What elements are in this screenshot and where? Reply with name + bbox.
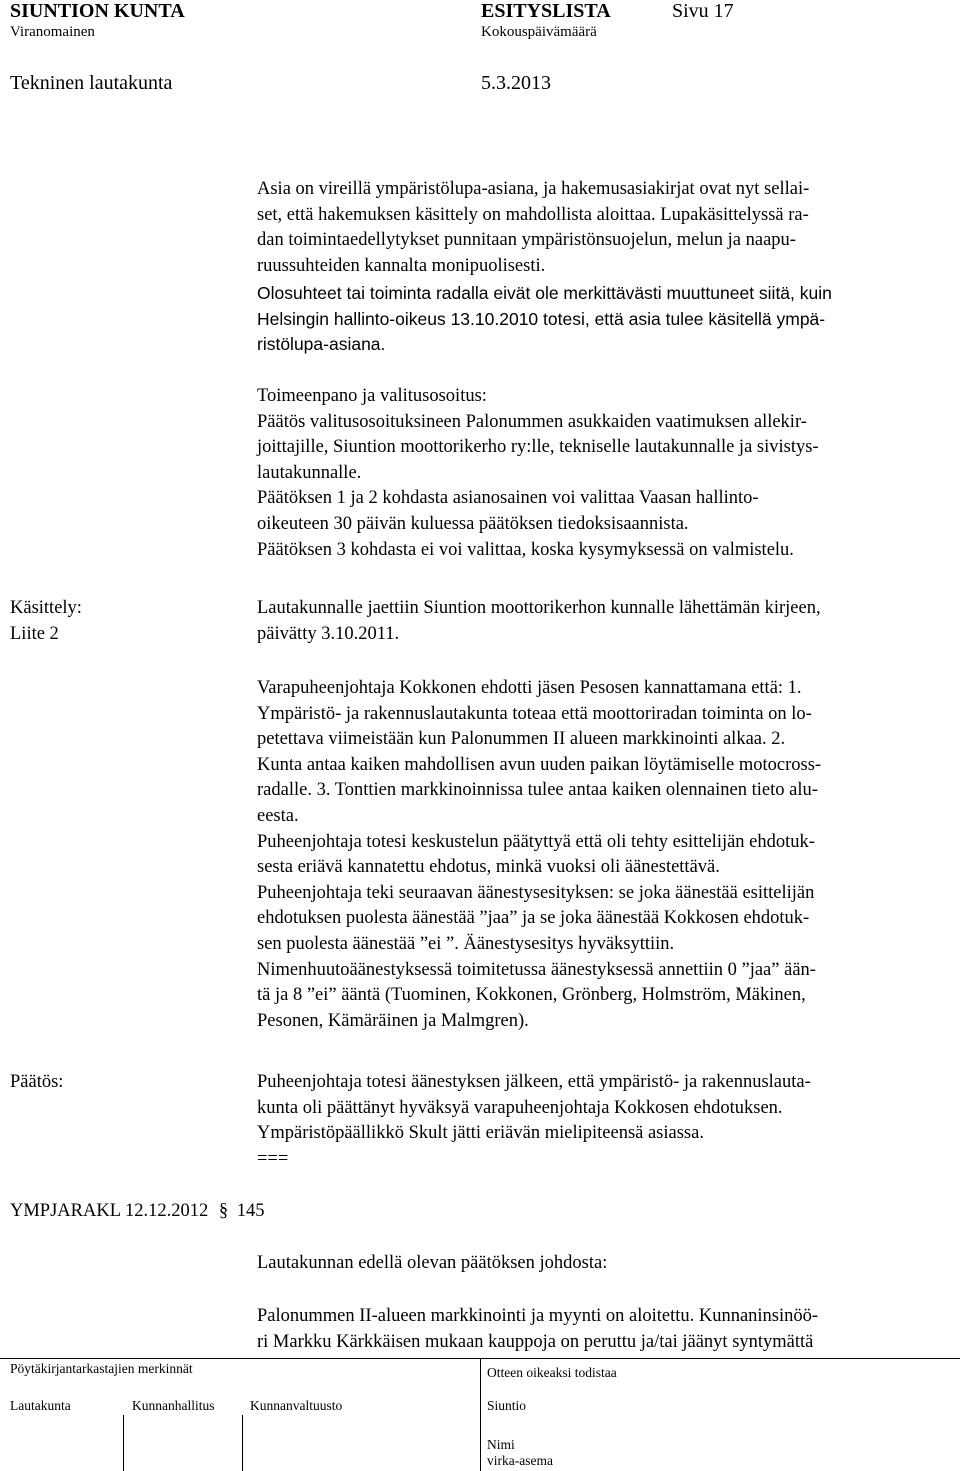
paatos-paragraph — [257, 1070, 947, 1172]
name-label: Nimi — [487, 1437, 515, 1452]
authority: Tekninen lautakunta — [10, 72, 173, 94]
proposal-paragraph — [257, 676, 947, 1034]
reviewers-label: Pöytäkirjantarkastajien merkinnät — [10, 1361, 193, 1376]
text-line: Puheenjohtaja teki seuraavan äänestysesityksen: se joka äänestää esittelijän — [257, 882, 815, 903]
text-line: Varapuheenjohtaja Kokkonen ehdotti jäsen Pesosen kannattamana että: 1. — [257, 678, 802, 698]
text-line: Päätöksen 1 ja 2 kohdasta asianosainen voi valittaa Vaasan hallinto- — [257, 488, 759, 509]
text-line: eesta. — [257, 805, 299, 826]
meeting-date-label: Kokouspäivämäärä — [481, 24, 597, 40]
enforcement-paragraph — [257, 384, 947, 563]
text-line: Pesonen, Kämäräinen ja Malmgren). — [257, 1010, 529, 1031]
text-line: Palonummen II-alueen markkinointi ja myynti on aloitettu. Kunnaninsinöö- — [257, 1306, 819, 1326]
footer-col-divider — [123, 1415, 124, 1471]
following-heading — [257, 1251, 947, 1277]
text-line: Lautakunnan edellä olevan päätöksen johdosta: — [257, 1253, 608, 1273]
text-line: Helsingin hallinto-oikeus 13.10.2010 totesi, että asia tulee käsitellä ympä- — [257, 308, 826, 329]
section-sign-icon: § — [218, 1201, 229, 1221]
text-line: Ympäristö- ja rakennuslautakunta toteaa että moottoriradan toiminta on lo- — [257, 703, 812, 724]
text-line: Toimeenpano ja valitusosoitus: — [257, 386, 487, 406]
liite-label: Liite 2 — [10, 624, 59, 644]
title-label: virka-asema — [487, 1453, 553, 1468]
kasittely-label: Käsittely: — [10, 598, 82, 618]
kasittely-paragraph — [257, 596, 947, 647]
certified-label: Otteen oikeaksi todistaa — [487, 1365, 617, 1380]
market-paragraph — [257, 1304, 947, 1355]
text-line: Päätöksen 3 kohdasta ei voi valittaa, koska kysymyksessä on valmistelu. — [257, 539, 794, 560]
text-line: Ympäristöpäällikkö Skult jätti eriävän mielipiteensä asiassa. — [257, 1123, 704, 1144]
text-line: Puheenjohtaja totesi keskustelun päätyttyä että oli tehty esittelijän ehdotuk- — [257, 831, 815, 852]
reference-section: 145 — [236, 1201, 265, 1221]
text-line: sen puolesta äänestää ”ei ”. Äänestysesitys hyväksyttiin. — [257, 933, 675, 954]
text-line: ruussuhteiden kannalta monipuolisesti. — [257, 255, 546, 276]
text-line: ehdotuksen puolesta äänestää ”jaa” ja se joka äänestää Kokkosen ehdotuk- — [257, 908, 810, 929]
text-line: Olosuhteet tai toiminta radalla eivät ole merkittävästi muuttuneet siitä, kuin — [257, 283, 832, 303]
text-line: sesta eriävä kannatettu ehdotus, minkä vuoksi oli äänestettävä. — [257, 857, 720, 878]
org-name: SIUNTION KUNTA — [10, 0, 185, 22]
text-line: Puheenjohtaja totesi äänestyksen jälkeen, että ympäristö- ja rakennuslauta- — [257, 1072, 811, 1092]
reference-line — [10, 1199, 264, 1225]
footer-col-kunnanhallitus: Kunnanhallitus — [132, 1398, 215, 1413]
text-line: tä ja 8 ”ei” ääntä (Tuominen, Kokkonen, Grönberg, Holmström, Mäkinen, — [257, 985, 806, 1006]
text-line: lautakunnalle. — [257, 462, 362, 483]
circumstances-paragraph — [257, 281, 947, 358]
text-line: Nimenhuutoäänestyksessä toimitetussa äänestyksessä annettiin 0 ”jaa” ään- — [257, 959, 816, 980]
text-line: petettava viimeistään kun Palonummen II alueen markkinointi alkaa. 2. — [257, 729, 786, 750]
text-line: oikeuteen 30 päivän kuluessa päätöksen tiedoksisaannista. — [257, 513, 689, 534]
text-line: Asia on vireillä ympäristölupa-asiana, ja hakemusasiakirjat ovat nyt sellai- — [257, 179, 810, 199]
text-line: set, että hakemuksen käsittely on mahdollista aloittaa. Lupakäsittelyssä ra- — [257, 204, 809, 225]
reference-label: YMPJARAKL 12.12.2012 — [10, 1201, 209, 1221]
place-label: Siuntio — [487, 1398, 527, 1413]
text-line: Lautakunnalle jaettiin Siuntion moottorikerhon kunnalle lähettämän kirjeen, — [257, 598, 821, 618]
paatos-label: Päätös: — [10, 1072, 64, 1092]
authority-label: Viranomainen — [10, 24, 95, 40]
text-line: kunta oli päättänyt hyväksyä varapuheenjohtaja Kokkosen ehdotuksen. — [257, 1097, 783, 1118]
text-line: dan toimintaedellytykset punnitaan ympäristönsuojelun, melun ja naapu- — [257, 230, 796, 251]
text-line: päivätty 3.10.2011. — [257, 623, 400, 644]
footer-col-lautakunta: Lautakunta — [10, 1398, 71, 1413]
text-line: Päätös valitusosoituksineen Palonummen asukkaiden vaatimuksen allekir- — [257, 411, 807, 432]
intro-paragraph — [257, 177, 947, 279]
page-number: Sivu 17 — [672, 0, 734, 22]
footer-col-kunnanvaltuusto: Kunnanvaltuusto — [250, 1398, 343, 1413]
text-line: radalle. 3. Tonttien markkinoinnissa tulee antaa kaiken olennainen tieto alu- — [257, 780, 818, 801]
text-line: === — [257, 1148, 289, 1169]
footer-divider — [480, 1358, 481, 1471]
meeting-date: 5.3.2013 — [481, 72, 551, 94]
doc-type: ESITYSLISTA — [481, 0, 611, 22]
text-line: ristölupa-asiana. — [257, 334, 386, 355]
text-line: ri Markku Kärkkäisen mukaan kauppoja on peruttu ja/tai jäänyt syntymättä — [257, 1331, 814, 1352]
text-line: Kunta antaa kaiken mahdollisen avun uuden paikan löytämiselle motocross- — [257, 754, 822, 775]
text-line: joittajille, Siuntion moottorikerho ry:lle, tekniselle lautakunnalle ja sivistys- — [257, 437, 819, 458]
footer-col-divider — [242, 1415, 243, 1471]
